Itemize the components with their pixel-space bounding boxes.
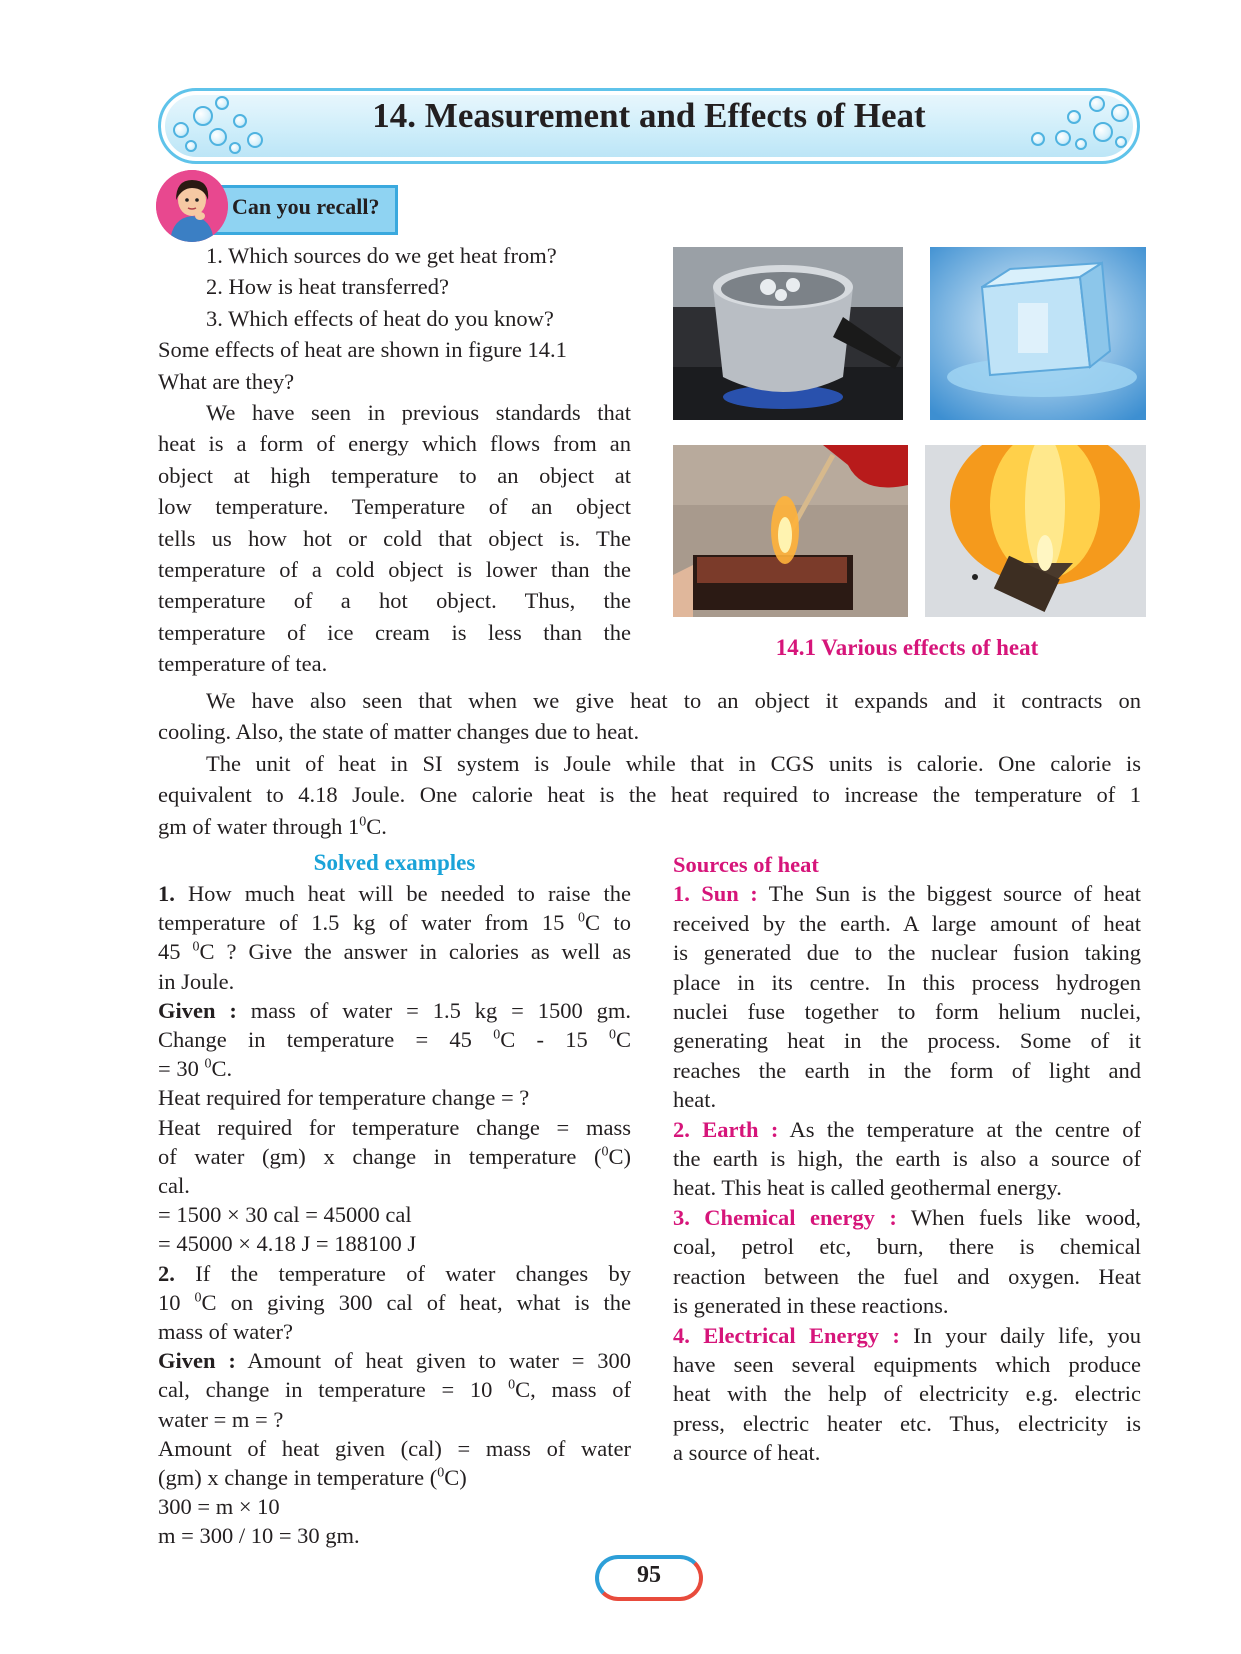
hot-air-balloon-photo	[925, 445, 1146, 617]
given-line: water = m = ?	[158, 1406, 284, 1432]
calc-line: m = 300 / 10 = 30 gm.	[158, 1523, 360, 1549]
source-line: is generated in these reactions.	[673, 1293, 949, 1319]
source-line: nuclei fuse together to form helium nuclei,	[673, 999, 1141, 1025]
intro-line: We have seen in previous standards that	[206, 400, 631, 426]
source-line: 4. Electrical Energy : In your daily life, you	[673, 1322, 1142, 1348]
calc-line: = 1500 × 30 cal = 45000 cal	[158, 1202, 412, 1228]
formula-line: Heat required for temperature change = mass	[158, 1114, 631, 1140]
formula-line: of water (gm) x change in temperature ($^0$C)	[158, 1143, 631, 1169]
source-line: 3. Chemical energy : When fuels like wood,	[673, 1204, 1141, 1230]
given-line: cal, change in temperature = 10 $^0$C, mass of	[158, 1377, 632, 1403]
intro-line: heat is a form of energy which flows from an	[158, 431, 631, 457]
solved-examples-block	[158, 879, 631, 1551]
body-line: cooling. Also, the state of matter changes due to heat.	[158, 719, 640, 745]
intro-line: temperature of ice cream is less than the	[158, 619, 631, 645]
recall-question: Some effects of heat are shown in figure 14.1	[158, 337, 567, 363]
source-line: received by the earth. A large amount of heat	[673, 910, 1141, 936]
formula-line: Amount of heat given (cal) = mass of water	[158, 1435, 631, 1461]
recall-question: What are they?	[158, 368, 295, 394]
page-number: 95	[637, 1562, 661, 1588]
calc-line: = 45000 × 4.18 J = 188100 J	[158, 1231, 417, 1257]
given-line: Given : mass of water = 1.5 kg = 1500 gm.	[158, 997, 631, 1023]
source-line: the earth is high, the earth is also a source of	[673, 1146, 1141, 1172]
source-line: reaches the earth in the form of light and	[673, 1057, 1141, 1083]
source-line: heat. This heat is called geothermal energy.	[673, 1175, 1062, 1201]
given-line: Given : Amount of heat given to water = 300	[158, 1348, 631, 1374]
source-line: a source of heat.	[673, 1440, 821, 1466]
calc-line: 300 = m × 10	[158, 1494, 280, 1520]
example-line: Heat required for temperature change = ?	[158, 1085, 530, 1111]
recall-heading: Can you recall?	[232, 194, 380, 219]
thinking-girl-avatar	[156, 170, 228, 242]
melting-ice-photo	[930, 247, 1146, 420]
given-line: Change in temperature = 45 $^0$C - 15 $^0$C	[158, 1027, 631, 1053]
source-line: is generated due to the nuclear fusion taking	[673, 940, 1141, 966]
example-line: 2. If the temperature of water changes by	[158, 1260, 632, 1286]
formula-line: (gm) x change in temperature ($^0$C)	[158, 1465, 467, 1491]
source-line: reaction between the fuel and oxygen. Heat	[673, 1263, 1141, 1289]
intro-text-block	[158, 240, 631, 680]
recall-question: 1. Which sources do we get heat from?	[206, 243, 557, 268]
recall-question: 3. Which effects of heat do you know?	[206, 305, 554, 331]
page-title: 14. Measurement and Effects of Heat	[372, 96, 926, 135]
source-line: coal, petrol etc, burn, there is chemical	[673, 1234, 1141, 1260]
body-line: The unit of heat in SI system is Joule while that in CGS units is calorie. One calorie is	[206, 750, 1141, 776]
intro-line: low temperature. Temperature of an object	[158, 494, 631, 520]
example-line: 45 $^0$C ? Give the answer in calories as well as	[158, 939, 632, 965]
example-line: 1. How much heat will be needed to raise the	[158, 881, 632, 906]
example-line: 10 $^0$C on giving 300 cal of heat, what is the	[158, 1289, 631, 1315]
solved-examples-heading: Solved examples	[313, 850, 476, 875]
source-line: generating heat in the process. Some of it	[673, 1028, 1141, 1054]
example-line: in Joule.	[158, 968, 235, 994]
boiling-pot-photo	[673, 247, 903, 420]
source-line: have seen several equipments which produce	[673, 1351, 1141, 1377]
intro-line: object at high temperature to an object at	[158, 462, 631, 488]
intro-line: temperature of a cold object is lower than the	[158, 557, 631, 583]
body-line: We have also seen that when we give heat to an object it expands and it contracts on	[206, 688, 1141, 713]
given-line: = 30 $^0$C.	[158, 1056, 233, 1082]
source-line: press, electric heater etc. Thus, electricity is	[673, 1410, 1141, 1436]
figure-caption: 14.1 Various effects of heat	[775, 635, 1039, 660]
intro-line: tells us how hot or cold that object is. The	[158, 525, 631, 551]
source-line: 1. Sun : The Sun is the biggest source of heat	[673, 881, 1141, 907]
source-line: 2. Earth : As the temperature at the centre of	[673, 1116, 1141, 1142]
source-line: place in its centre. In this process hydrogen	[673, 969, 1141, 995]
source-line: heat.	[673, 1087, 717, 1113]
example-line: mass of water?	[158, 1319, 293, 1345]
heat-unit-paragraph	[158, 685, 1141, 842]
example-line: temperature of 1.5 kg of water from 15 $^0$C to	[158, 910, 632, 936]
body-line: equivalent to 4.18 Joule. One calorie heat is the heat required to increase the temperature of 1	[158, 782, 1141, 808]
burning-matchstick-photo	[673, 445, 908, 617]
recall-question: 2. How is heat transferred?	[206, 274, 450, 300]
intro-line: temperature of tea.	[158, 651, 328, 677]
formula-line: cal.	[158, 1173, 190, 1199]
source-line: heat with the help of electricity e.g. electric	[673, 1381, 1141, 1407]
body-line: gm of water through $1^0C$.	[158, 813, 387, 839]
intro-line: temperature of a hot object. Thus, the	[158, 588, 631, 614]
sources-heading: Sources of heat	[673, 852, 819, 877]
sources-of-heat-block	[673, 850, 1141, 1468]
